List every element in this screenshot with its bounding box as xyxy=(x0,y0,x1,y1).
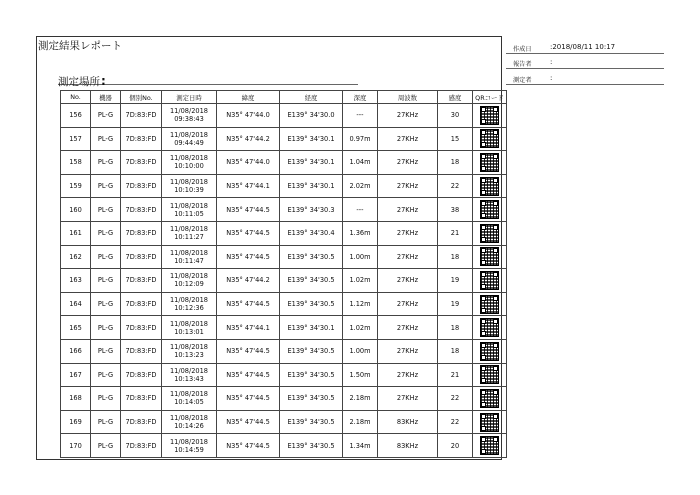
cell-datetime xyxy=(162,269,217,293)
meta-row-created xyxy=(506,42,664,54)
cell-device: PL-G xyxy=(91,151,121,175)
cell-no: 157 xyxy=(61,127,91,151)
cell-time: 10:13:43 xyxy=(174,374,204,383)
cell-device: PL-G xyxy=(91,410,121,434)
cell-sensitivity: 19 xyxy=(438,269,473,293)
qr-code-icon xyxy=(480,177,499,196)
report-title: 測定結果レポート xyxy=(38,40,122,52)
cell-sensitivity: 22 xyxy=(438,174,473,198)
cell-no: 158 xyxy=(61,151,91,175)
cell-longitude: E139° 34'30.5 xyxy=(280,363,343,387)
column-header-datetime: 測定日時 xyxy=(162,91,217,104)
cell-sensitivity: 38 xyxy=(438,198,473,222)
cell-frequency: 27KHz xyxy=(378,363,438,387)
column-header-device: 機器 xyxy=(91,91,121,104)
measurement-table xyxy=(60,90,507,458)
column-header-longitude: 経度 xyxy=(280,91,343,104)
cell-qr xyxy=(473,387,507,411)
column-header-no: No. xyxy=(61,91,91,104)
cell-qr xyxy=(473,339,507,363)
cell-qr xyxy=(473,410,507,434)
cell-device: PL-G xyxy=(91,198,121,222)
cell-time: 10:13:01 xyxy=(174,327,204,336)
cell-datetime xyxy=(162,363,217,387)
cell-depth: 2.18m xyxy=(343,410,378,434)
cell-device: PL-G xyxy=(91,339,121,363)
cell-latitude: N35° 47'44.5 xyxy=(217,198,280,222)
cell-no: 160 xyxy=(61,198,91,222)
cell-latitude: N35° 47'44.5 xyxy=(217,387,280,411)
cell-qr xyxy=(473,292,507,316)
table-row xyxy=(61,269,507,293)
cell-no: 159 xyxy=(61,174,91,198)
cell-date: 11/08/2018 xyxy=(169,107,208,116)
cell-longitude: E139° 34'30.4 xyxy=(280,221,343,245)
cell-frequency: 27KHz xyxy=(378,292,438,316)
cell-id: 7D:83:FD xyxy=(121,127,162,151)
cell-sensitivity: 21 xyxy=(438,363,473,387)
meta-key: 報告者 xyxy=(513,61,532,68)
cell-qr xyxy=(473,174,507,198)
cell-datetime xyxy=(162,434,217,458)
cell-depth: 1.00m xyxy=(343,245,378,269)
cell-date: 11/08/2018 xyxy=(169,437,208,446)
cell-no: 166 xyxy=(61,339,91,363)
cell-date: 11/08/2018 xyxy=(169,414,208,423)
meta-key: 測定者 xyxy=(513,77,532,84)
cell-no: 168 xyxy=(61,387,91,411)
cell-datetime xyxy=(162,410,217,434)
cell-depth: 1.12m xyxy=(343,292,378,316)
cell-id: 7D:83:FD xyxy=(121,174,162,198)
cell-time: 10:11:47 xyxy=(174,256,204,265)
cell-time: 10:11:05 xyxy=(174,209,204,218)
cell-time: 10:14:59 xyxy=(174,445,204,454)
column-header-id: 個別No. xyxy=(121,91,162,104)
cell-device: PL-G xyxy=(91,434,121,458)
table-row xyxy=(61,387,507,411)
cell-longitude: E139° 34'30.1 xyxy=(280,127,343,151)
cell-device: PL-G xyxy=(91,316,121,340)
cell-qr xyxy=(473,221,507,245)
cell-qr xyxy=(473,104,507,128)
cell-frequency: 27KHz xyxy=(378,387,438,411)
cell-depth: 0.97m xyxy=(343,127,378,151)
cell-datetime xyxy=(162,174,217,198)
cell-latitude: N35° 47'44.5 xyxy=(217,434,280,458)
cell-time: 09:44:49 xyxy=(174,138,204,147)
location-colon: : xyxy=(101,74,106,88)
cell-latitude: N35° 47'44.0 xyxy=(217,151,280,175)
cell-device: PL-G xyxy=(91,269,121,293)
cell-datetime xyxy=(162,245,217,269)
cell-time: 10:14:26 xyxy=(174,422,204,431)
cell-no: 170 xyxy=(61,434,91,458)
qr-code-icon xyxy=(480,365,499,384)
qr-code-icon xyxy=(480,153,499,172)
cell-qr xyxy=(473,316,507,340)
cell-device: PL-G xyxy=(91,127,121,151)
cell-longitude: E139° 34'30.1 xyxy=(280,316,343,340)
cell-sensitivity: 30 xyxy=(438,104,473,128)
cell-depth: 1.34m xyxy=(343,434,378,458)
cell-latitude: N35° 47'44.5 xyxy=(217,292,280,316)
cell-date: 11/08/2018 xyxy=(169,366,208,375)
cell-id: 7D:83:FD xyxy=(121,151,162,175)
cell-frequency: 27KHz xyxy=(378,174,438,198)
cell-id: 7D:83:FD xyxy=(121,316,162,340)
table-row xyxy=(61,104,507,128)
cell-latitude: N35° 47'44.0 xyxy=(217,104,280,128)
cell-id: 7D:83:FD xyxy=(121,221,162,245)
cell-depth: 1.00m xyxy=(343,339,378,363)
cell-date: 11/08/2018 xyxy=(169,178,208,187)
qr-code-icon xyxy=(480,129,499,148)
column-header-qr-code: QRコード xyxy=(473,91,507,104)
cell-id: 7D:83:FD xyxy=(121,339,162,363)
cell-id: 7D:83:FD xyxy=(121,387,162,411)
cell-frequency: 27KHz xyxy=(378,316,438,340)
cell-longitude: E139° 34'30.5 xyxy=(280,387,343,411)
table-row xyxy=(61,174,507,198)
meta-row-reporter xyxy=(506,57,664,69)
cell-time: 10:11:27 xyxy=(174,233,204,242)
cell-id: 7D:83:FD xyxy=(121,363,162,387)
cell-device: PL-G xyxy=(91,245,121,269)
cell-latitude: N35° 47'44.1 xyxy=(217,174,280,198)
cell-frequency: 27KHz xyxy=(378,127,438,151)
cell-id: 7D:83:FD xyxy=(121,269,162,293)
qr-code-icon xyxy=(480,295,499,314)
qr-code-icon xyxy=(480,200,499,219)
cell-no: 165 xyxy=(61,316,91,340)
cell-frequency: 27KHz xyxy=(378,339,438,363)
cell-frequency: 27KHz xyxy=(378,245,438,269)
qr-code-icon xyxy=(480,318,499,337)
cell-sensitivity: 21 xyxy=(438,221,473,245)
column-header-latitude: 緯度 xyxy=(217,91,280,104)
cell-date: 11/08/2018 xyxy=(169,154,208,163)
cell-date: 11/08/2018 xyxy=(169,225,208,234)
cell-latitude: N35° 47'44.2 xyxy=(217,127,280,151)
cell-no: 167 xyxy=(61,363,91,387)
cell-device: PL-G xyxy=(91,104,121,128)
cell-sensitivity: 18 xyxy=(438,151,473,175)
cell-date: 11/08/2018 xyxy=(169,296,208,305)
table-row xyxy=(61,316,507,340)
cell-date: 11/08/2018 xyxy=(169,343,208,352)
cell-no: 163 xyxy=(61,269,91,293)
cell-device: PL-G xyxy=(91,292,121,316)
cell-date: 11/08/2018 xyxy=(169,390,208,399)
cell-longitude: E139° 34'30.1 xyxy=(280,151,343,175)
cell-latitude: N35° 47'44.5 xyxy=(217,221,280,245)
cell-time: 10:10:00 xyxy=(174,162,204,171)
cell-longitude: E139° 34'30.5 xyxy=(280,410,343,434)
cell-frequency: 27KHz xyxy=(378,198,438,222)
table-row xyxy=(61,292,507,316)
cell-sensitivity: 22 xyxy=(438,410,473,434)
cell-id: 7D:83:FD xyxy=(121,434,162,458)
cell-no: 161 xyxy=(61,221,91,245)
location-field xyxy=(58,70,358,88)
table-row xyxy=(61,221,507,245)
cell-device: PL-G xyxy=(91,387,121,411)
qr-code-icon xyxy=(480,413,499,432)
table-row xyxy=(61,339,507,363)
cell-sensitivity: 19 xyxy=(438,292,473,316)
cell-frequency: 83KHz xyxy=(378,434,438,458)
cell-device: PL-G xyxy=(91,221,121,245)
cell-sensitivity: 20 xyxy=(438,434,473,458)
cell-no: 156 xyxy=(61,104,91,128)
cell-datetime xyxy=(162,339,217,363)
cell-datetime xyxy=(162,221,217,245)
meta-row-measurer xyxy=(506,73,664,85)
cell-time: 10:13:23 xyxy=(174,351,204,360)
cell-time: 10:12:09 xyxy=(174,280,204,289)
cell-longitude: E139° 34'30.3 xyxy=(280,198,343,222)
cell-no: 162 xyxy=(61,245,91,269)
cell-qr xyxy=(473,434,507,458)
table-body xyxy=(61,104,507,458)
table-row xyxy=(61,127,507,151)
cell-date: 11/08/2018 xyxy=(169,272,208,281)
cell-frequency: 83KHz xyxy=(378,410,438,434)
cell-time: 10:10:39 xyxy=(174,186,204,195)
cell-id: 7D:83:FD xyxy=(121,104,162,128)
cell-datetime xyxy=(162,104,217,128)
cell-longitude: E139° 34'30.5 xyxy=(280,434,343,458)
table-row xyxy=(61,151,507,175)
cell-time: 10:12:36 xyxy=(174,304,204,313)
cell-time: 10:14:05 xyxy=(174,398,204,407)
cell-longitude: E139° 34'30.5 xyxy=(280,339,343,363)
cell-latitude: N35° 47'44.2 xyxy=(217,269,280,293)
cell-qr xyxy=(473,363,507,387)
cell-sensitivity: 18 xyxy=(438,316,473,340)
meta-value: : xyxy=(550,58,553,66)
cell-datetime xyxy=(162,127,217,151)
cell-datetime xyxy=(162,316,217,340)
cell-datetime xyxy=(162,292,217,316)
cell-depth: --- xyxy=(343,198,378,222)
qr-code-icon xyxy=(480,106,499,125)
cell-longitude: E139° 34'30.5 xyxy=(280,292,343,316)
cell-frequency: 27KHz xyxy=(378,104,438,128)
cell-depth: 1.04m xyxy=(343,151,378,175)
cell-date: 11/08/2018 xyxy=(169,201,208,210)
cell-depth: 1.36m xyxy=(343,221,378,245)
cell-depth: --- xyxy=(343,104,378,128)
cell-no: 164 xyxy=(61,292,91,316)
cell-latitude: N35° 47'44.1 xyxy=(217,316,280,340)
cell-datetime xyxy=(162,151,217,175)
table-row xyxy=(61,245,507,269)
table-row xyxy=(61,198,507,222)
cell-depth: 2.02m xyxy=(343,174,378,198)
cell-qr xyxy=(473,198,507,222)
cell-datetime xyxy=(162,387,217,411)
cell-time: 09:38:43 xyxy=(174,115,204,124)
cell-id: 7D:83:FD xyxy=(121,410,162,434)
cell-id: 7D:83:FD xyxy=(121,245,162,269)
meta-value: :2018/08/11 10:17 xyxy=(550,43,616,51)
cell-device: PL-G xyxy=(91,363,121,387)
qr-code-icon xyxy=(480,436,499,455)
table-row xyxy=(61,434,507,458)
cell-longitude: E139° 34'30.5 xyxy=(280,245,343,269)
cell-frequency: 27KHz xyxy=(378,151,438,175)
cell-sensitivity: 18 xyxy=(438,245,473,269)
cell-sensitivity: 22 xyxy=(438,387,473,411)
cell-date: 11/08/2018 xyxy=(169,248,208,257)
location-label: 測定場所 xyxy=(58,76,100,88)
table-header-row xyxy=(61,91,507,104)
cell-depth: 1.50m xyxy=(343,363,378,387)
cell-qr xyxy=(473,269,507,293)
qr-code-icon xyxy=(480,342,499,361)
cell-frequency: 27KHz xyxy=(378,269,438,293)
cell-date: 11/08/2018 xyxy=(169,130,208,139)
cell-sensitivity: 18 xyxy=(438,339,473,363)
cell-longitude: E139° 34'30.0 xyxy=(280,104,343,128)
cell-latitude: N35° 47'44.5 xyxy=(217,245,280,269)
cell-device: PL-G xyxy=(91,174,121,198)
cell-depth: 1.02m xyxy=(343,269,378,293)
cell-depth: 1.02m xyxy=(343,316,378,340)
cell-datetime xyxy=(162,198,217,222)
cell-date: 11/08/2018 xyxy=(169,319,208,328)
meta-key: 作成日 xyxy=(513,46,532,53)
cell-qr xyxy=(473,245,507,269)
cell-sensitivity: 15 xyxy=(438,127,473,151)
column-header-sensitivity: 感度 xyxy=(438,91,473,104)
table-row xyxy=(61,363,507,387)
cell-latitude: N35° 47'44.5 xyxy=(217,339,280,363)
cell-longitude: E139° 34'30.1 xyxy=(280,174,343,198)
cell-frequency: 27KHz xyxy=(378,221,438,245)
cell-qr xyxy=(473,151,507,175)
cell-longitude: E139° 34'30.5 xyxy=(280,269,343,293)
cell-id: 7D:83:FD xyxy=(121,292,162,316)
qr-code-icon xyxy=(480,271,499,290)
cell-latitude: N35° 47'44.5 xyxy=(217,363,280,387)
cell-latitude: N35° 47'44.5 xyxy=(217,410,280,434)
column-header-depth: 深度 xyxy=(343,91,378,104)
column-header-frequency: 周波数 xyxy=(378,91,438,104)
cell-qr xyxy=(473,127,507,151)
meta-value: : xyxy=(550,74,553,82)
qr-code-icon xyxy=(480,389,499,408)
table-row xyxy=(61,410,507,434)
qr-code-icon xyxy=(480,247,499,266)
cell-depth: 2.18m xyxy=(343,387,378,411)
cell-id: 7D:83:FD xyxy=(121,198,162,222)
qr-code-icon xyxy=(480,224,499,243)
cell-no: 169 xyxy=(61,410,91,434)
